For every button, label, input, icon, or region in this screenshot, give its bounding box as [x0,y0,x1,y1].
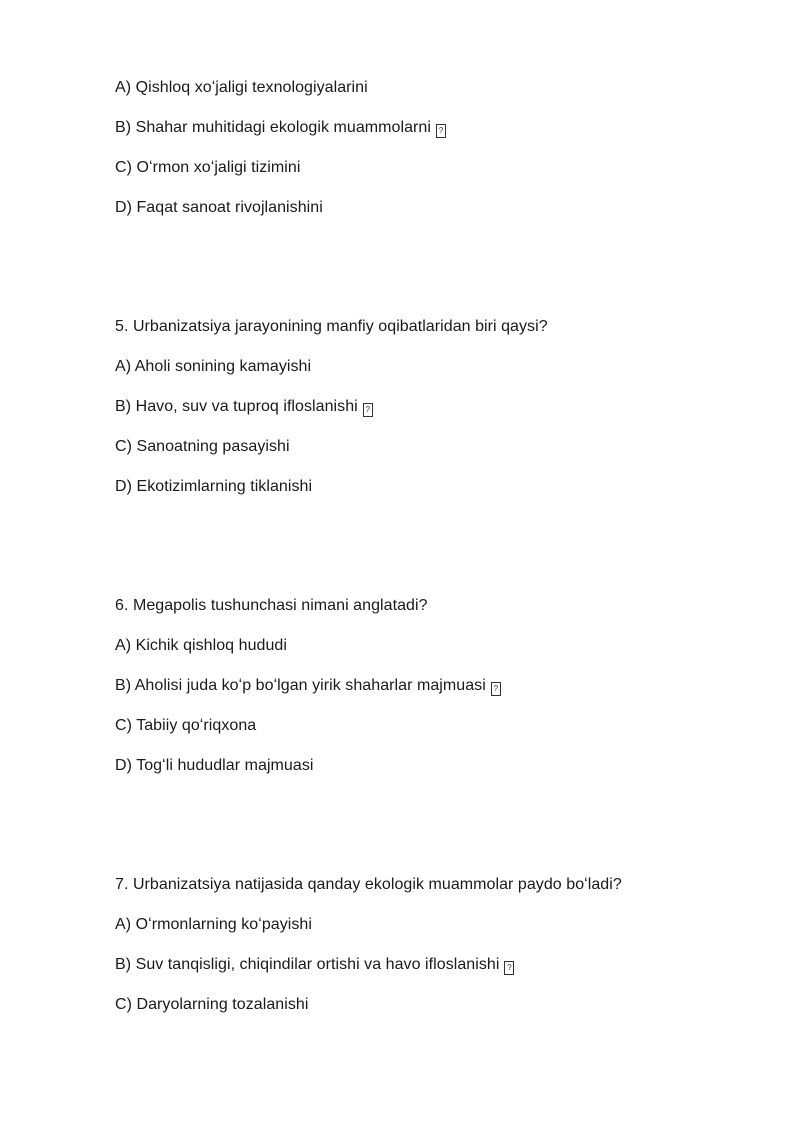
option-line [115,158,300,178]
option-text: C) Tabiiy qoʻriqxona [115,717,257,734]
option-text: C) Oʻrmon xoʻjaligi tizimini [115,159,301,176]
option-line [115,756,313,776]
answer-mark-icon: ? [436,124,446,138]
option-line [115,397,373,417]
option-line [115,955,514,975]
option-line [115,437,290,457]
option-line [115,477,312,497]
answer-mark-icon: ? [491,682,501,696]
answer-mark-icon: ? [363,403,373,417]
option-text: D) Ekotizimlarning tiklanishi [115,478,313,495]
option-line [115,716,256,736]
option-text: B) Shahar muhitidagi ekologik muammolarni [115,119,431,136]
option-text: C) Sanoatning pasayishi [115,438,290,455]
option-line [115,676,501,696]
option-line [115,198,323,218]
option-text: B) Havo, suv va tuproq ifloslanishi [115,398,358,415]
option-text: A) Kichik qishloq hududi [115,637,287,654]
option-text: C) Daryolarning tozalanishi [115,996,309,1013]
question-title: 7. Urbanizatsiya natijasida qanday ekologik muammolar paydo boʻladi? [115,876,622,893]
option-line [115,636,287,656]
option-line [115,118,446,138]
option-text: B) Aholisi juda koʻp boʻlgan yirik shaharlar majmuasi [115,677,486,694]
option-text: A) Aholi sonining kamayishi [115,358,312,375]
question-title: 5. Urbanizatsiya jarayonining manfiy oqibatlaridan biri qaysi? [115,318,548,335]
question-title: 6. Megapolis tushunchasi nimani anglatadi? [115,597,428,614]
option-text: D) Togʻli hududlar majmuasi [115,757,314,774]
answer-mark-icon: ? [504,961,514,975]
option-line [115,995,308,1015]
option-line [115,78,368,98]
option-text: B) Suv tanqisligi, chiqindilar ortishi va havo ifloslanishi [115,956,500,973]
option-line [115,357,311,377]
option-line [115,915,312,935]
option-text: A) Qishloq xoʻjaligi texnologiyalarini [115,79,368,96]
option-text: D) Faqat sanoat rivojlanishini [115,199,323,216]
option-text: A) Oʻrmonlarning koʻpayishi [115,916,312,933]
